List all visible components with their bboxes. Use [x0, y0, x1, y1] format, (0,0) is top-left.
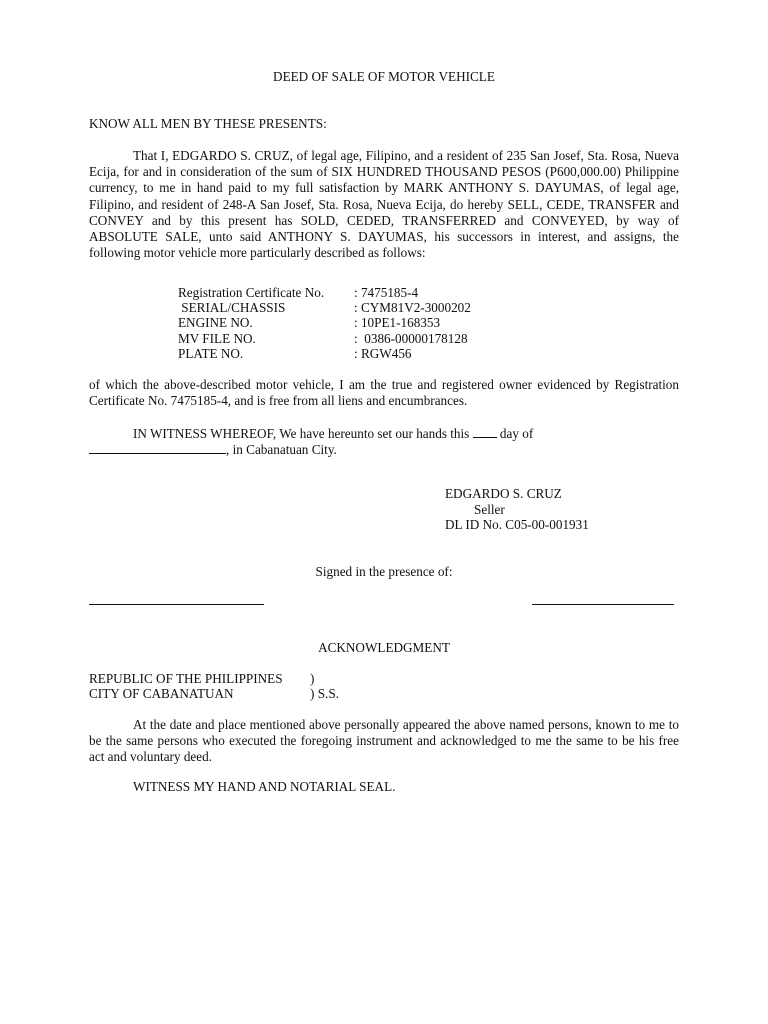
spec-label: ENGINE NO. [178, 315, 253, 331]
document-title: DEED OF SALE OF MOTOR VEHICLE [273, 69, 495, 84]
witness-text: IN WITNESS WHEREOF, We have hereunto set our hands this [133, 426, 470, 441]
main-paragraph: That I, EDGARDO S. CRUZ, of legal age, Filipino, and a resident of 235 San Josef, Sta. Rosa, Nueva Ecija, for and in consideration of the sum of SIX HUNDRED THOUSAND PESOS (P600,000.00) Philippine currency, to me in hand paid to my full satisfaction by MARK ANTHONY S. DAYUMAS, of legal age, Filipino, and resident of 248-A San Josef, Sta. Rosa, Nueva Ecija, do hereby SELL, CEDE, TRANSFER and CONVEY and by this present has SOLD, CEDED, TRANSFERRED and CONVEYED, by way of ABSOLUTE SALE, unto said ANTHONY S. DAYUMAS, his successors in interest, and assigns, the following motor vehicle more particularly described as follows: [89, 148, 679, 261]
spec-row-mv-file [178, 331, 578, 346]
spec-row-serial [178, 300, 578, 315]
signed-presence: Signed in the presence of: [315, 564, 453, 579]
spec-row-plate [178, 346, 578, 361]
venue-republic: REPUBLIC OF THE PHILIPPINES [89, 671, 283, 686]
witness-line-1 [133, 425, 533, 442]
spec-value: : CYM81V2-3000202 [354, 300, 471, 316]
notarial-closing: WITNESS MY HAND AND NOTARIAL SEAL. [133, 779, 396, 794]
spec-value: : 10PE1-168353 [354, 315, 441, 331]
witness-signature-line-left [89, 604, 264, 605]
venue-ss: ) S.S. [310, 686, 339, 701]
seller-name: EDGARDO S. CRUZ [445, 486, 562, 501]
witness-signature-line-right [532, 604, 674, 605]
witness-line-2 [89, 441, 337, 458]
ownership-paragraph: of which the above-described motor vehicle, I am the true and registered owner evidenced by Registration Certificate No. 7475185-4, and is free from all liens and encumbrances. [89, 377, 679, 409]
acknowledgment-paragraph: At the date and place mentioned above personally appeared the above named persons, known to me to be the same persons who executed the foregoing instrument and acknowledged to me the same to be his free act and voluntary deed. [89, 717, 679, 765]
month-blank [89, 441, 226, 454]
vehicle-specs [178, 285, 578, 361]
spec-label: Registration Certificate No. [178, 285, 325, 300]
witness-day-of: day of [499, 426, 534, 441]
greeting: KNOW ALL MEN BY THESE PRESENTS: [89, 116, 327, 131]
venue-paren-1: ) [310, 671, 315, 686]
acknowledgment-heading: ACKNOWLEDGMENT [318, 640, 450, 655]
spec-label: MV FILE NO. [178, 330, 256, 346]
spec-row-registration [178, 285, 578, 300]
day-blank [473, 425, 497, 438]
spec-row-engine [178, 315, 578, 330]
spec-label: SERIAL/CHASSIS [178, 300, 286, 316]
spec-value: : 7475185-4 [354, 285, 419, 300]
spec-value: : 0386-00000178128 [354, 330, 468, 346]
seller-dl-id: DL ID No. C05-00-001931 [445, 517, 589, 532]
seller-role: Seller [474, 502, 505, 517]
venue-city: CITY OF CABANATUAN [89, 686, 234, 701]
spec-label: PLATE NO. [178, 345, 244, 361]
spec-value: : RGW456 [354, 345, 412, 361]
witness-city: , in Cabanatuan City. [226, 442, 337, 457]
